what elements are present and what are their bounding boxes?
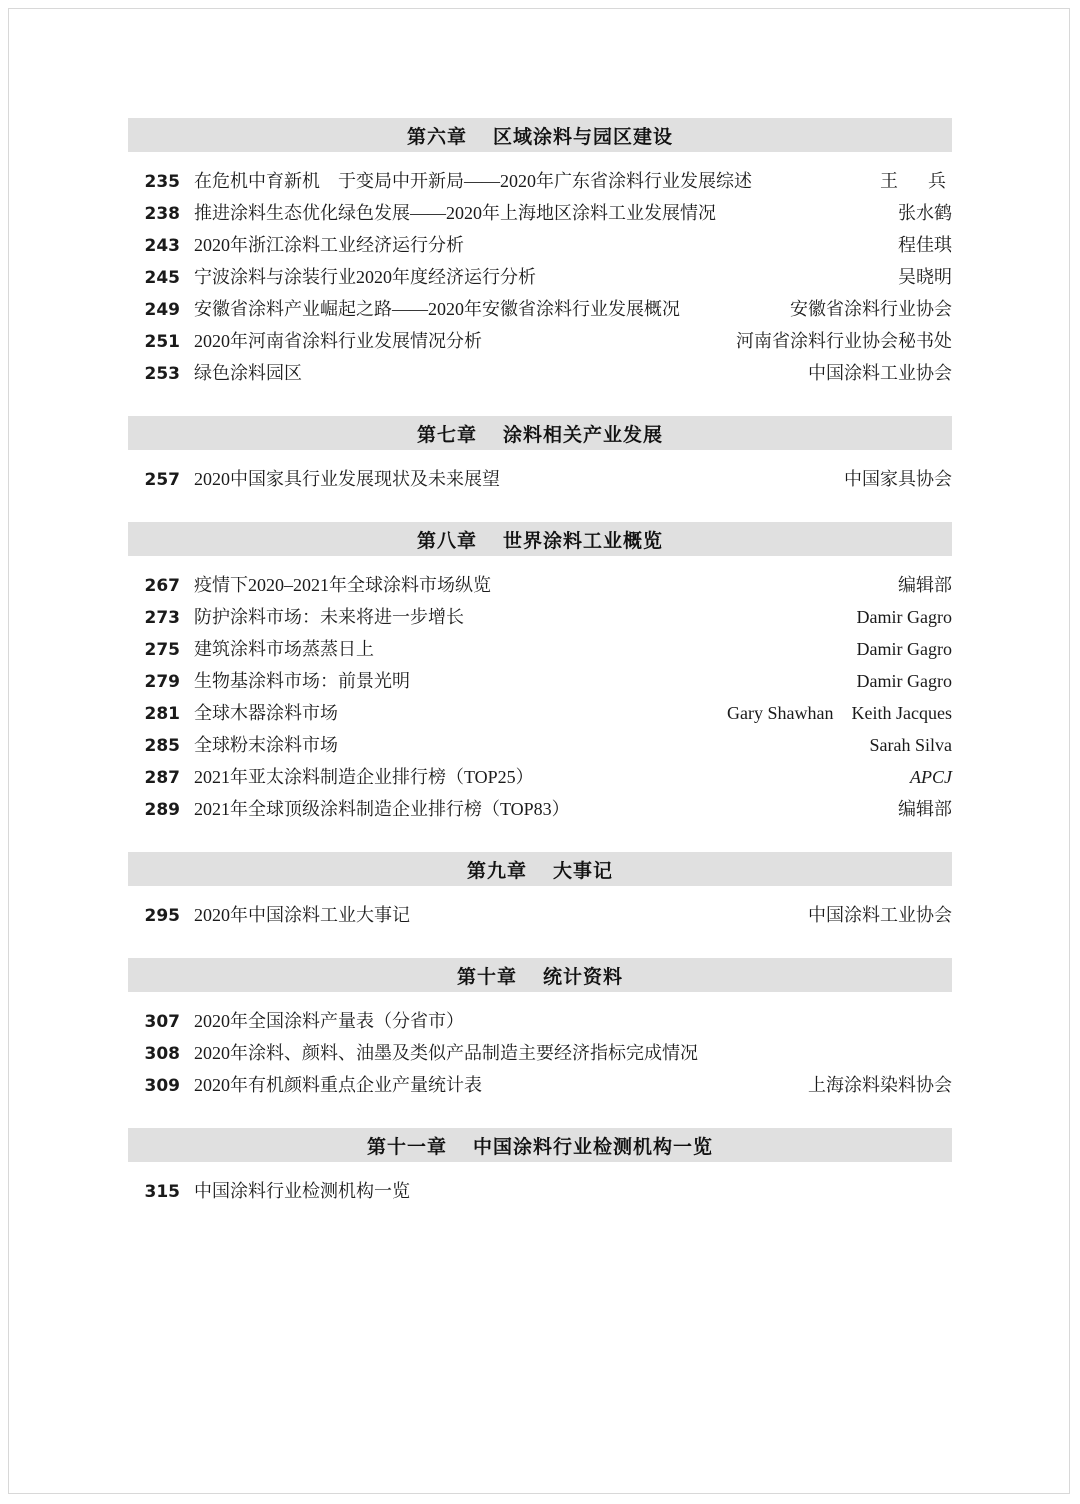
toc-entry[interactable] — [128, 570, 952, 602]
entry-page-number: 257 — [144, 470, 180, 490]
entry-title: 绿色涂料园区 — [194, 363, 302, 383]
entry-title: 2020年涂料、颜料、油墨及类似产品制造主要经济指标完成情况 — [194, 1043, 698, 1063]
entry-list — [128, 570, 952, 826]
entry-author: 中国涂料工业协会 — [808, 905, 952, 925]
chapter-title: 世界涂料工业概览 — [503, 529, 664, 552]
entry-page-number: 235 — [144, 172, 180, 192]
chapter-heading — [128, 958, 952, 992]
toc-entry[interactable] — [128, 666, 952, 698]
toc-entry[interactable] — [128, 634, 952, 666]
toc-entry[interactable] — [128, 698, 952, 730]
toc-entry[interactable] — [128, 326, 952, 358]
entry-title: 在危机中育新机 于变局中开新局——2020年广东省涂料行业发展综述 — [194, 171, 752, 191]
entry-page-number: 273 — [144, 608, 180, 628]
entry-title: 2020年全国涂料产量表（分省市） — [194, 1011, 464, 1031]
entry-author: Damir Gagro — [856, 639, 952, 659]
entry-author: 上海涂料染料协会 — [808, 1075, 952, 1095]
entry-title: 生物基涂料市场：前景光明 — [194, 671, 410, 691]
entry-title: 防护涂料市场：未来将进一步增长 — [194, 607, 464, 627]
entry-page-number: 308 — [144, 1044, 180, 1064]
toc-entry[interactable] — [128, 602, 952, 634]
toc-entry[interactable] — [128, 1176, 952, 1208]
toc-entry[interactable] — [128, 230, 952, 262]
toc-entry[interactable] — [128, 464, 952, 496]
entry-author: Sarah Silva — [869, 735, 952, 755]
entry-page-number: 245 — [144, 268, 180, 288]
entry-list — [128, 166, 952, 390]
chapter-title: 区域涂料与园区建设 — [493, 125, 674, 148]
entry-title: 2020年河南省涂料行业发展情况分析 — [194, 331, 482, 351]
entry-author: 编辑部 — [898, 799, 952, 819]
entry-page-number: 243 — [144, 236, 180, 256]
entry-title: 2020中国家具行业发展现状及未来展望 — [194, 469, 500, 489]
chapter-number: 第九章 — [466, 859, 527, 882]
chapter-number: 第八章 — [416, 529, 477, 552]
entry-title: 宁波涂料与涂装行业2020年度经济运行分析 — [194, 267, 536, 287]
entry-title: 2021年亚太涂料制造企业排行榜（TOP25） — [194, 767, 534, 787]
entry-page-number: 251 — [144, 332, 180, 352]
entry-page-number: 238 — [144, 204, 180, 224]
toc-entry[interactable] — [128, 1070, 952, 1102]
chapter-heading — [128, 118, 952, 152]
entry-page-number: 307 — [144, 1012, 180, 1032]
entry-page-number: 315 — [144, 1182, 180, 1202]
entry-page-number: 285 — [144, 736, 180, 756]
entry-list — [128, 1176, 952, 1208]
entry-author: Damir Gagro — [856, 671, 952, 691]
chapter-number: 第六章 — [406, 125, 467, 148]
entry-page-number: 249 — [144, 300, 180, 320]
entry-page-number: 295 — [144, 906, 180, 926]
entry-author: 王 兵 — [880, 171, 952, 191]
entry-page-number: 279 — [144, 672, 180, 692]
chapter-title: 涂料相关产业发展 — [503, 423, 664, 446]
chapter-number: 第十一章 — [366, 1135, 447, 1158]
table-of-contents — [128, 118, 952, 1234]
entry-author: 中国家具协会 — [844, 469, 952, 489]
toc-entry[interactable] — [128, 794, 952, 826]
toc-entry[interactable] — [128, 1038, 952, 1070]
entry-page-number: 253 — [144, 364, 180, 384]
entry-page-number: 275 — [144, 640, 180, 660]
chapter-title: 统计资料 — [543, 965, 624, 988]
entry-author: APCJ — [910, 767, 952, 787]
chapter-title: 大事记 — [553, 859, 614, 882]
entry-title: 中国涂料行业检测机构一览 — [194, 1181, 410, 1201]
chapter-number: 第十章 — [456, 965, 517, 988]
entry-author: 吴晓明 — [898, 267, 952, 287]
entry-title: 疫情下2020–2021年全球涂料市场纵览 — [194, 575, 491, 595]
toc-entry[interactable] — [128, 358, 952, 390]
entry-page-number: 289 — [144, 800, 180, 820]
entry-title: 安徽省涂料产业崛起之路——2020年安徽省涂料行业发展概况 — [194, 299, 680, 319]
entry-title: 2020年有机颜料重点企业产量统计表 — [194, 1075, 482, 1095]
chapter-heading — [128, 416, 952, 450]
entry-title: 推进涂料生态优化绿色发展——2020年上海地区涂料工业发展情况 — [194, 203, 716, 223]
toc-entry[interactable] — [128, 166, 952, 198]
chapter-heading — [128, 1128, 952, 1162]
entry-author: 张水鹤 — [898, 203, 952, 223]
entry-author: 安徽省涂料行业协会 — [790, 299, 952, 319]
entry-title: 2020年中国涂料工业大事记 — [194, 905, 410, 925]
entry-list — [128, 900, 952, 932]
chapter-heading — [128, 852, 952, 886]
entry-title: 2020年浙江涂料工业经济运行分析 — [194, 235, 464, 255]
entry-author: Gary Shawhan Keith Jacques — [727, 703, 952, 723]
entry-title: 全球木器涂料市场 — [194, 703, 338, 723]
entry-list — [128, 464, 952, 496]
toc-entry[interactable] — [128, 730, 952, 762]
toc-entry[interactable] — [128, 198, 952, 230]
toc-entry[interactable] — [128, 294, 952, 326]
entry-title: 全球粉末涂料市场 — [194, 735, 338, 755]
entry-title: 建筑涂料市场蒸蒸日上 — [194, 639, 374, 659]
entry-page-number: 287 — [144, 768, 180, 788]
entry-author: 中国涂料工业协会 — [808, 363, 952, 383]
toc-entry[interactable] — [128, 900, 952, 932]
entry-title: 2021年全球顶级涂料制造企业排行榜（TOP83） — [194, 799, 570, 819]
entry-author: 河南省涂料行业协会秘书处 — [736, 331, 952, 351]
entry-page-number: 281 — [144, 704, 180, 724]
entry-list — [128, 1006, 952, 1102]
chapter-heading — [128, 522, 952, 556]
toc-entry[interactable] — [128, 262, 952, 294]
entry-page-number: 267 — [144, 576, 180, 596]
entry-author: 程佳琪 — [898, 235, 952, 255]
entry-author: Damir Gagro — [856, 607, 952, 627]
chapter-number: 第七章 — [416, 423, 477, 446]
chapter-title: 中国涂料行业检测机构一览 — [473, 1135, 714, 1158]
entry-page-number: 309 — [144, 1076, 180, 1096]
toc-entry[interactable] — [128, 762, 952, 794]
entry-author: 编辑部 — [898, 575, 952, 595]
toc-entry[interactable] — [128, 1006, 952, 1038]
